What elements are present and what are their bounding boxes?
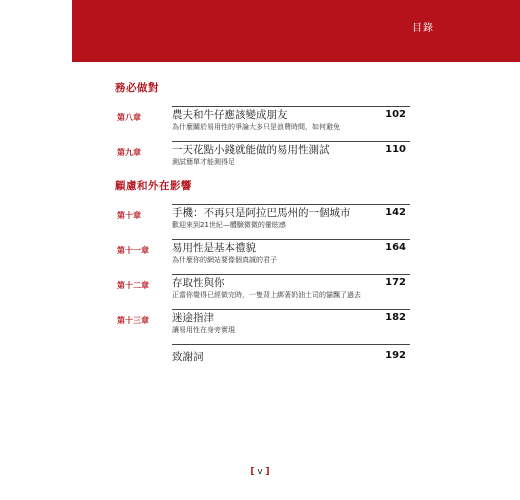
toc-section-1 xyxy=(115,80,410,176)
page-number: 110 xyxy=(385,144,406,155)
entry-body xyxy=(172,344,410,368)
entry-body xyxy=(172,309,410,336)
chapter-title[interactable]: 易用性是基本禮貌 xyxy=(172,242,256,254)
page-number: 192 xyxy=(385,350,406,361)
section-title: 顧慮和外在影響 xyxy=(115,180,192,192)
chapter-title[interactable]: 一天花點小錢就能做的易用性測試 xyxy=(172,144,330,156)
page-number: 142 xyxy=(385,207,406,218)
chapter-number: 第十三章 xyxy=(117,316,149,325)
toc-entry-chapter-10[interactable] xyxy=(115,204,410,239)
page-number: 182 xyxy=(385,312,406,323)
chapter-number: 第十二章 xyxy=(117,281,149,290)
entry-body xyxy=(172,274,410,301)
entry-body xyxy=(172,239,410,266)
toc-section-2 xyxy=(115,178,410,379)
chapter-subtitle: 讓易用性在身旁實現 xyxy=(172,326,235,334)
toc-entry-acknowledgements[interactable] xyxy=(115,344,410,379)
toc-entry-chapter-13[interactable] xyxy=(115,309,410,344)
folio-page-number: v xyxy=(257,467,263,477)
chapter-number: 第十一章 xyxy=(117,246,149,255)
toc-entry-chapter-9[interactable] xyxy=(115,141,410,176)
chapter-number: 第九章 xyxy=(117,148,141,157)
entry-body xyxy=(172,141,410,168)
chapter-title[interactable]: 存取性與你 xyxy=(172,277,225,289)
page-number: 172 xyxy=(385,277,406,288)
chapter-subtitle: 正當你覺得已經做完時，一隻背上綁著奶油土司的貓飄了過去 xyxy=(172,291,361,299)
toc-entry-chapter-12[interactable] xyxy=(115,274,410,309)
chapter-number: 第八章 xyxy=(117,113,141,122)
page-title: 目錄 xyxy=(412,23,434,34)
page-number: 102 xyxy=(385,109,406,120)
section-title: 務必做對 xyxy=(115,82,159,94)
chapter-subtitle: 為什麼你的網站要像個真誠的君子 xyxy=(172,256,277,264)
toc-entry-chapter-8[interactable] xyxy=(115,106,410,141)
entry-body xyxy=(172,106,410,133)
page-number: 164 xyxy=(385,242,406,253)
chapter-subtitle: 歡迎來到21世紀—體驗微微的暈眩感 xyxy=(172,221,286,229)
folio-right-bracket: ] xyxy=(265,467,270,477)
chapter-number: 第十章 xyxy=(117,211,141,220)
chapter-title[interactable]: 手機：不再只是阿拉巴馬州的一個城市 xyxy=(172,207,351,219)
chapter-title[interactable]: 迷途指津 xyxy=(172,312,214,324)
folio-left-bracket: [ xyxy=(250,467,255,477)
toc-entry-chapter-11[interactable] xyxy=(115,239,410,274)
chapter-subtitle: 測試簡單才能測得足 xyxy=(172,158,235,166)
header-band xyxy=(72,0,520,62)
chapter-subtitle: 為什麼關於易用性的爭論大多只是浪費時間，如何避免 xyxy=(172,123,340,131)
entry-body xyxy=(172,204,410,231)
chapter-title[interactable]: 致謝詞 xyxy=(172,351,204,363)
folio xyxy=(0,467,520,477)
chapter-title[interactable]: 農夫和牛仔應該變成朋友 xyxy=(172,109,288,121)
